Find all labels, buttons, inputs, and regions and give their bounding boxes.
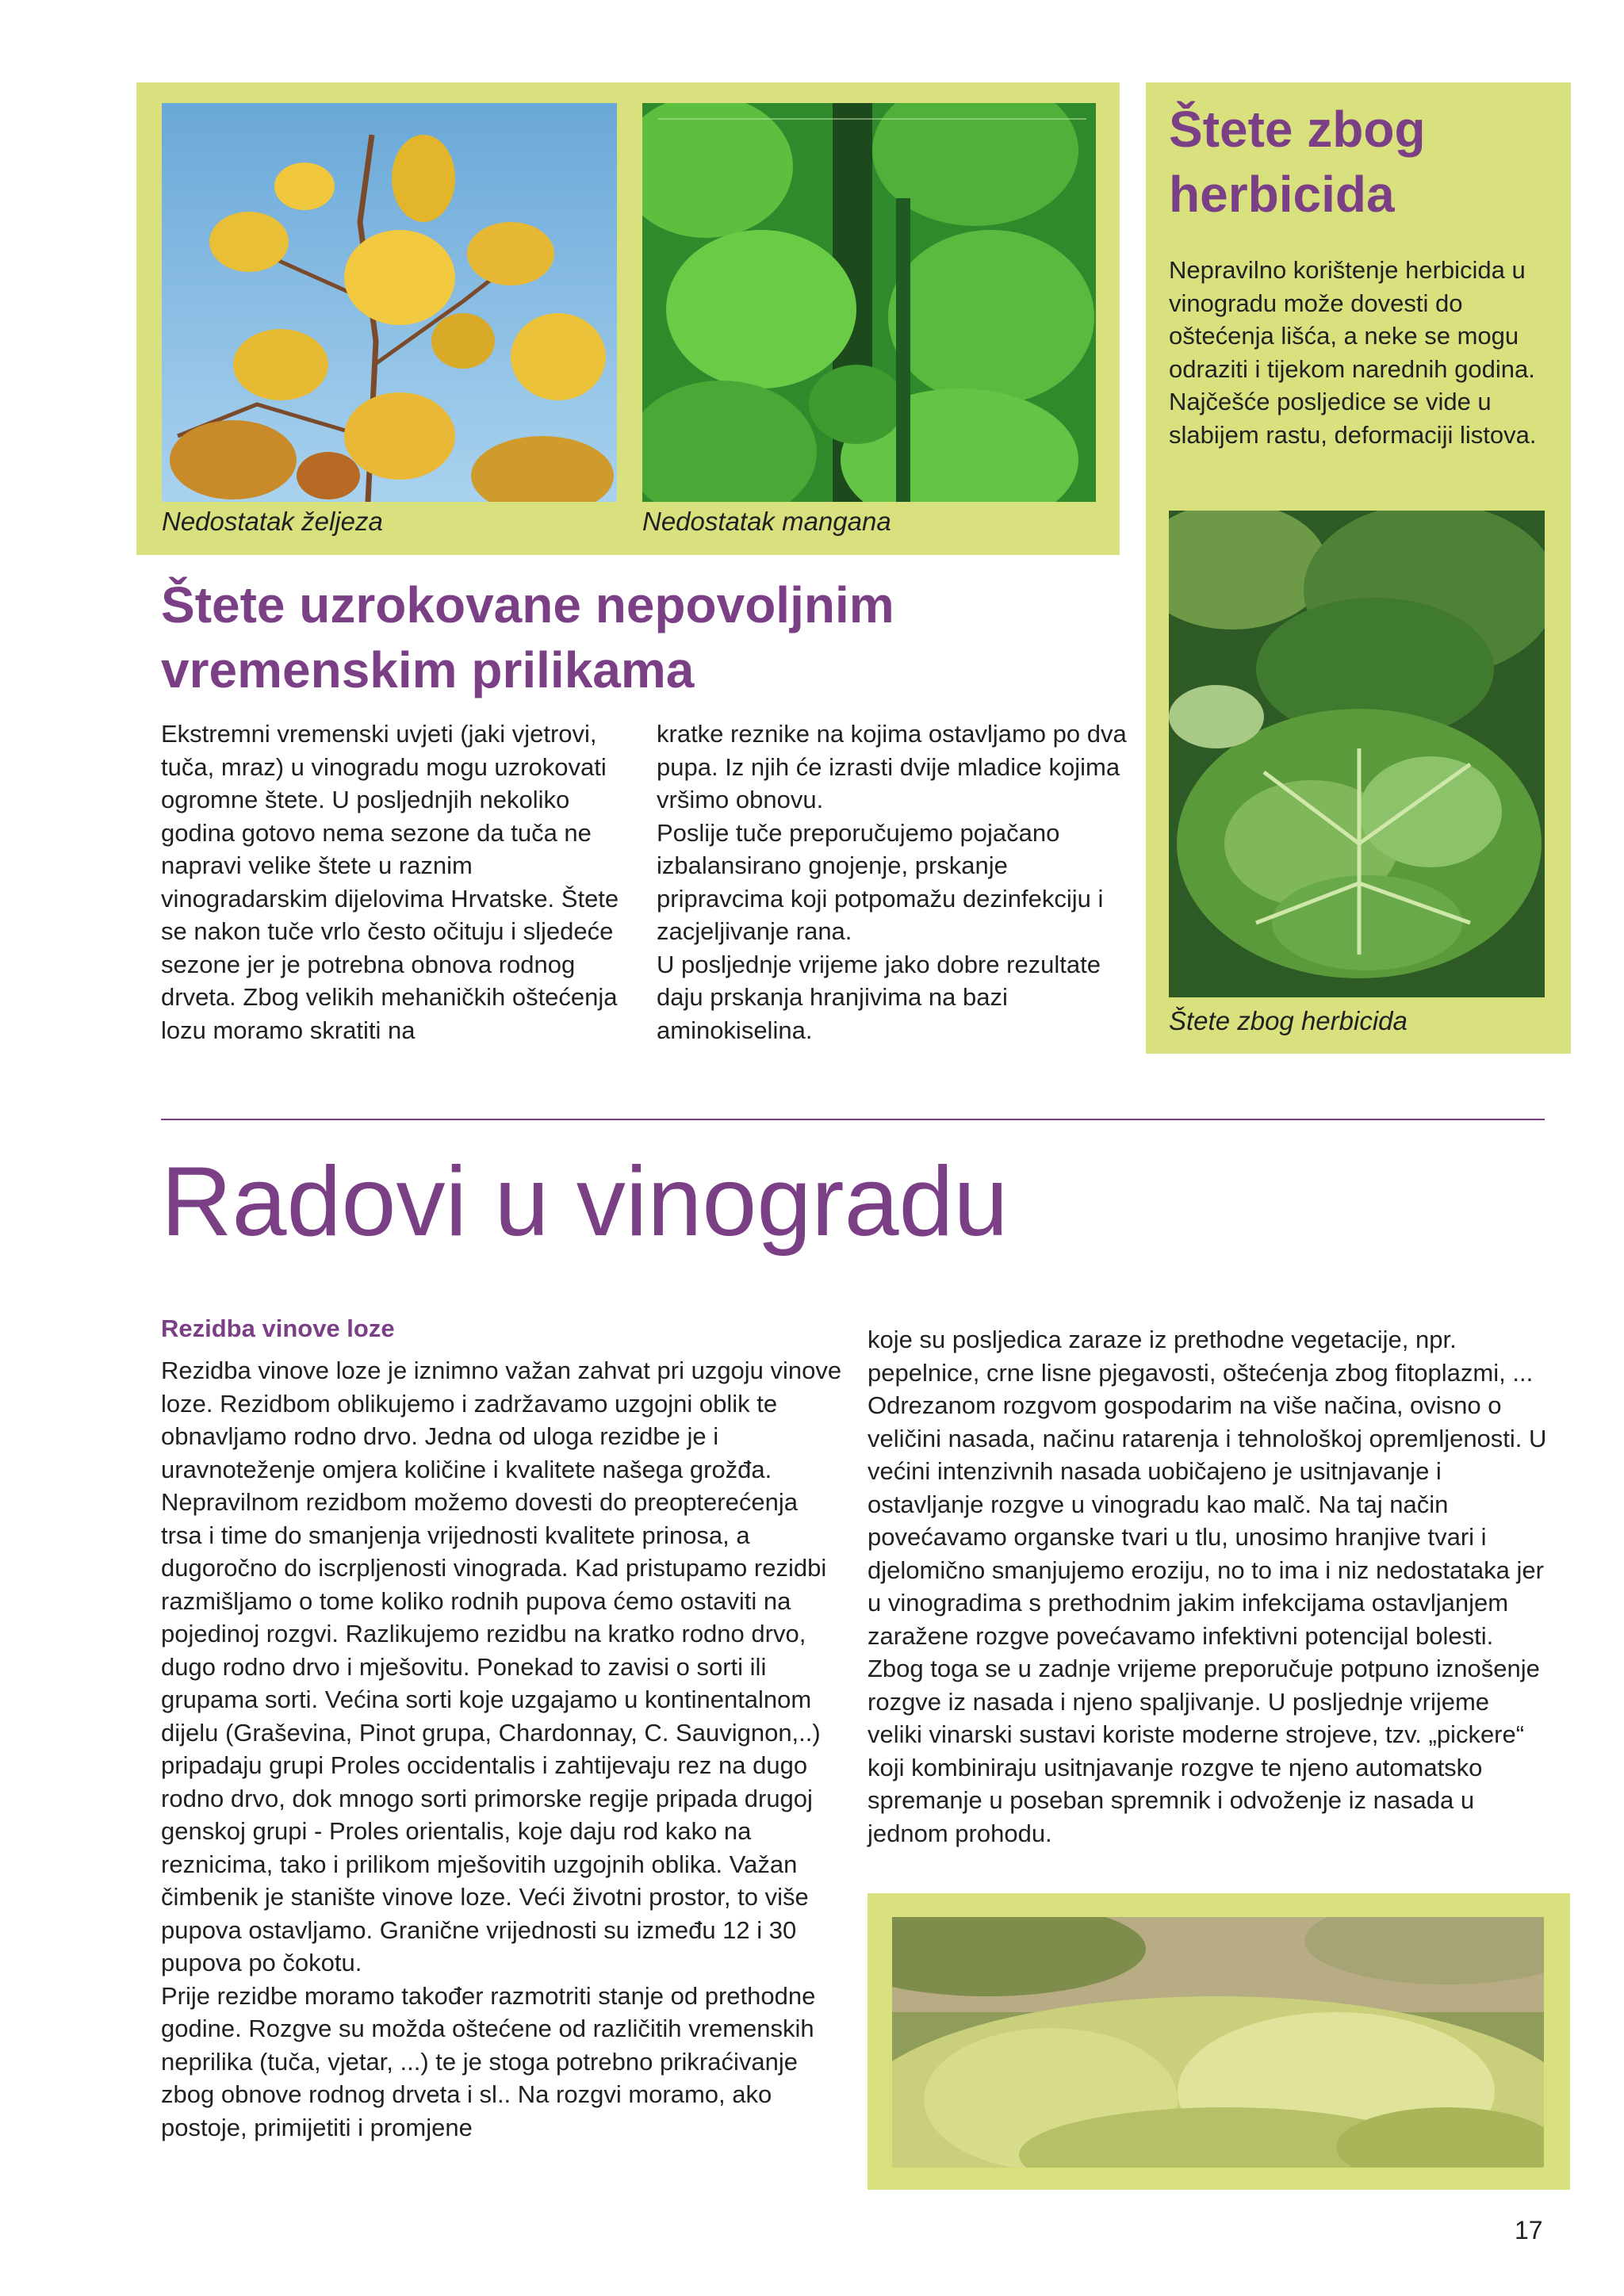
vineyard-work-title: Radovi u vinogradu [161,1147,1009,1257]
weather-damage-col1: Ekstremni vremenski uvjeti (jaki vjetrovi, tuča, mraz) u vinogradu mogu uzrokovati ogromne štete. U posljednjih nekoliko godina gotovo nema sezone da tuča ne napravi velike štete u raznim vinogradarskim dijelovima Hrvatske. Štete se nakon tuče vrlo često očituju i sljedeće sezone jer je potrebna obnova rodnog drveta. Zbog velikih mehaničkih oštećenja lozu moramo skratiti na [161,720,619,1044]
weather-col2-paragraph: U posljednje vrijeme jako dobre rezultate daju prskanja hranjivima na bazi aminokiselina. [657,950,1101,1044]
pruning-col2: koje su posljedica zaraze iz prethodne vegetacije, npr. pepelnice, crne lisne pjegavosti, oštećenja zbog fitoplazmi, ... Odrezanom rozgvom gospodarim na više načina, ovisno o veličini nasada, načinu ratarenja i tehnološkoj opremljenosti. U većini intenzivnih nasada uobičajeno je usitnjavanje i ostavljanje rozgve u vinogradu kao malč. Na taj način povećavamo organske tvari u tlu, unosimo hranjive tvari i djelomično smanjujemo eroziju, no to ima i niz nedostataka jer u vinogradima s prethodnim jakim infekcijama ostavljanjem zaražene rozgve povećavamo infektivni potencijal bolesti. Zbog toga se u zadnje vrijeme preporučuje potpuno iznošenje rozgve iz nasada i njeno spaljivanje. U posljednje vrijeme veliki vinarski sustavi koriste moderne strojeve, tzv. „pickere“ koji kombiniraju usitnjavanje rozgve te njeno automatsko spremanje u poseban spremnik i odvoženje iz nasada u jednom prohodu. [868,1326,1547,1847]
weather-damage-col2 [657,718,1128,1047]
manganese-deficiency-caption: Nedostatak mangana [642,507,891,536]
herbicide-text: Nepravilno korištenje herbicida u vinogradu može dovesti do oštećenja lišća, a neke se mogu odraziti i tijekom narednih godina. Najčešće posljedice se vide u slabijem rastu, deformaciji listova. [1169,256,1537,449]
page-number: 17 [1515,2216,1543,2244]
herbicide-damage-caption: Štete zbog herbicida [1169,1006,1408,1035]
harvested-grapes-photo [892,1917,1544,2168]
herbicide-damage-photo [1169,511,1545,997]
herbicide-title: Štete zbog herbicida [1169,101,1426,223]
weather-damage-title: Štete uzrokovane nepovoljnim vremenskim prilikama [161,576,894,698]
iron-deficiency-caption: Nedostatak željeza [162,507,383,536]
pruning-paragraph: Rezidba vinove loze je iznimno važan zahvat pri uzgoju vinove loze. Rezidbom oblikujemo i zadržavamo uzgojni oblik te obnavljamo rodno drvo. Jedna od uloga rezidbe je i uravnoteženje omjera količine i kvalitete našega grožđa. Nepravilnom rezidbom možemo dovesti do preopterećenja trsa i time do smanjenja vrijednosti kvalitete prinosa, a dugoročno do iscrpljenosti vinograda. Kad pristupamo rezidbi razmišljamo o tome koliko rodnih pupova ćemo ostaviti na pojedinoj rozgvi. Razlikujemo rezidbu na kratko rodno drvo, dugo rodno drvo i mješovitu. Ponekad to zavisi o sorti ili grupama sorti. Većina sorti koje uzgajamo u kontinentalnom dijelu (Graševina, Pinot grupa, Chardonnay, C. Sauvignon,..) pripadaju grupi Proles occidentalis i zahtijevaju rez na dugo rodno drvo, dok mnogo sorti primorske regije pripada drugoj genskoj grupi - Proles orientalis, koje daju rod kako na reznicima, tako i prilikom mješovitih uzgojnih oblika. Važan čimbenik je stanište vinove loze. Veći životni prostor, to više pupova ostavljamo. Granične vrijednosti su između 12 i 30 pupova po čokotu. [161,1357,842,1976]
weather-col2-paragraph: Poslije tuče preporučujemo pojačano izbalansirano gnojenje, prskanje pripravcima koji potpomažu dezinfekciju i zacjeljivanje rana. [657,818,1104,945]
pruning-paragraph: Prije rezidbe moramo također razmotriti stanje od prethodne godine. Rozgve su možda oštećene od različitih vremenskih neprilika (tuča, vjetar, ...) te je stoga potrebno prikraćivanje zbog obnove rodnog drveta i sl.. Na rozgvi moramo, ako postoje, primijetiti i promjene [161,1981,816,2141]
pruning-subtitle: Rezidba vinove loze [161,1314,395,1342]
manganese-deficiency-photo [642,103,1096,502]
pruning-col1 [161,1354,843,2144]
section-divider [161,1119,1545,1120]
weather-col2-paragraph: kratke reznike na kojima ostavljamo po dva pupa. Iz njih će izrasti dvije mladice kojima vršimo obnovu. [657,720,1127,813]
iron-deficiency-photo [162,103,617,502]
